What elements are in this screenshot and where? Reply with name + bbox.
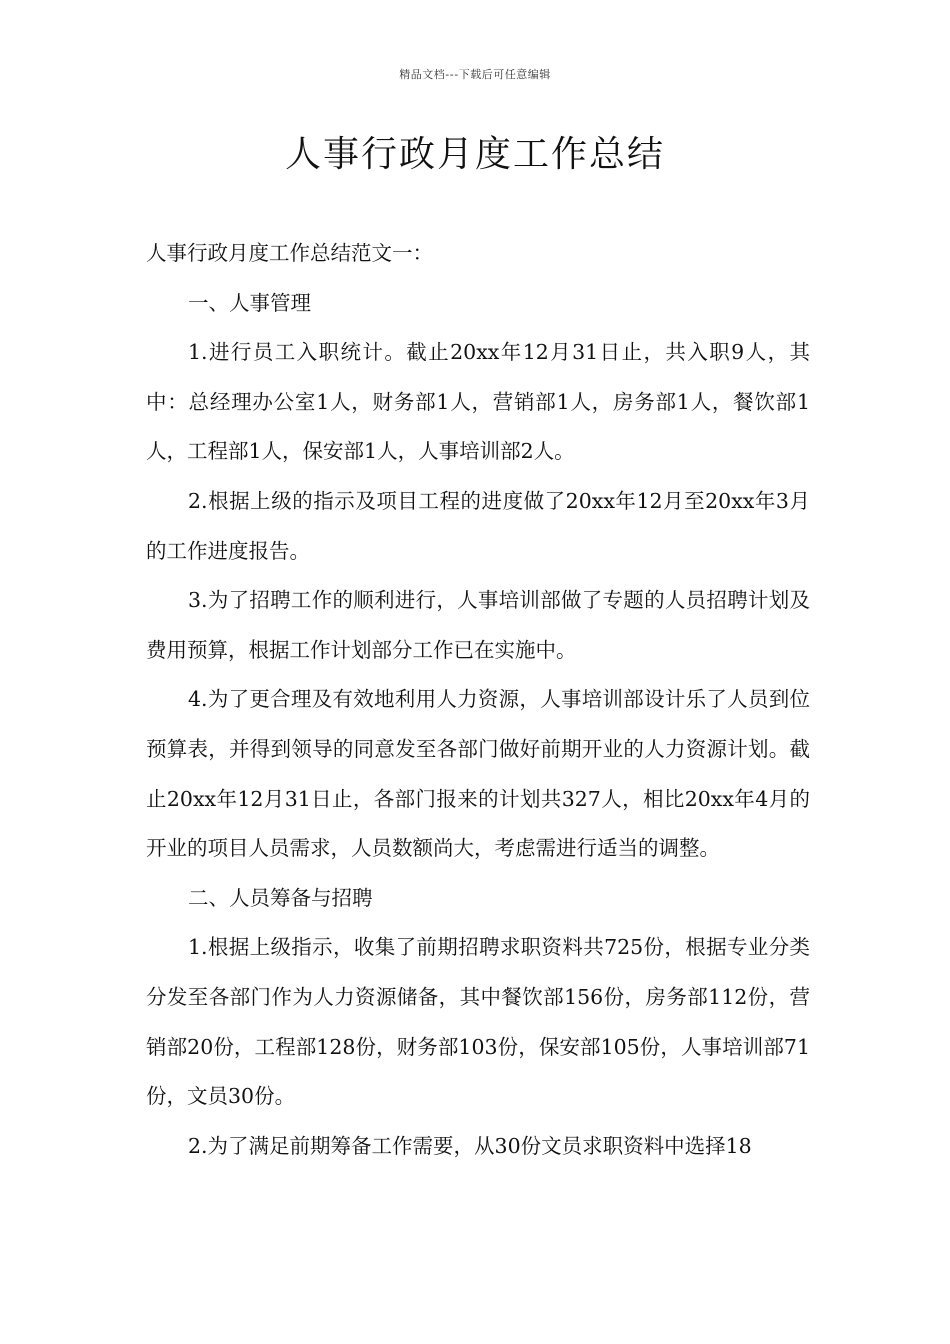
paragraph-item: 2.根据上级的指示及项目工程的进度做了20xx年12月至20xx年3月的工作进度报告。 xyxy=(146,488,810,563)
document-title: 人事行政月度工作总结 xyxy=(284,134,665,175)
paragraph-intro: 人事行政月度工作总结范文一： xyxy=(146,241,433,265)
header-note: 精品文档---下载后可任意编辑 xyxy=(399,68,551,81)
paragraph-item: 4.为了更合理及有效地利用人力资源，人事培训部设计乐了人员到位预算表，并得到领导的同意发至各部门做好前期开业的人力资源计划。截止20xx年12月31日止，各部门报来的计划共327人，相比20xx年4月的开业的项目人员需求，人员数额尚大，考虑需进行适当的调整。 xyxy=(146,687,810,861)
paragraph-item: 2.为了满足前期筹备工作需要，从30份文员求职资料中选择18 xyxy=(188,1133,752,1158)
paragraph-item: 1.进行员工入职统计。截止20xx年12月31日止，共入职9人，其中：总经理办公室1人，财务部1人，营销部1人，房务部1人，餐饮部1人，工程部1人，保安部1人，人事培训部2人。 xyxy=(146,340,810,464)
section-heading-recruitment: 二、人员筹备与招聘 xyxy=(188,885,373,910)
section-heading-personnel: 一、人事管理 xyxy=(188,290,311,315)
paragraph-item: 1.根据上级指示，收集了前期招聘求职资料共725份，根据专业分类分发至各部门作为人力资源储备，其中餐饮部156份，房务部112份，营销部20份，工程部128份，财务部103份，保安部105份，人事培训部71份，文员30份。 xyxy=(146,935,810,1109)
document-body xyxy=(146,229,810,1171)
paragraph-item: 3.为了招聘工作的顺利进行，人事培训部做了专题的人员招聘计划及费用预算，根据工作计划部分工作已在实施中。 xyxy=(146,588,810,662)
